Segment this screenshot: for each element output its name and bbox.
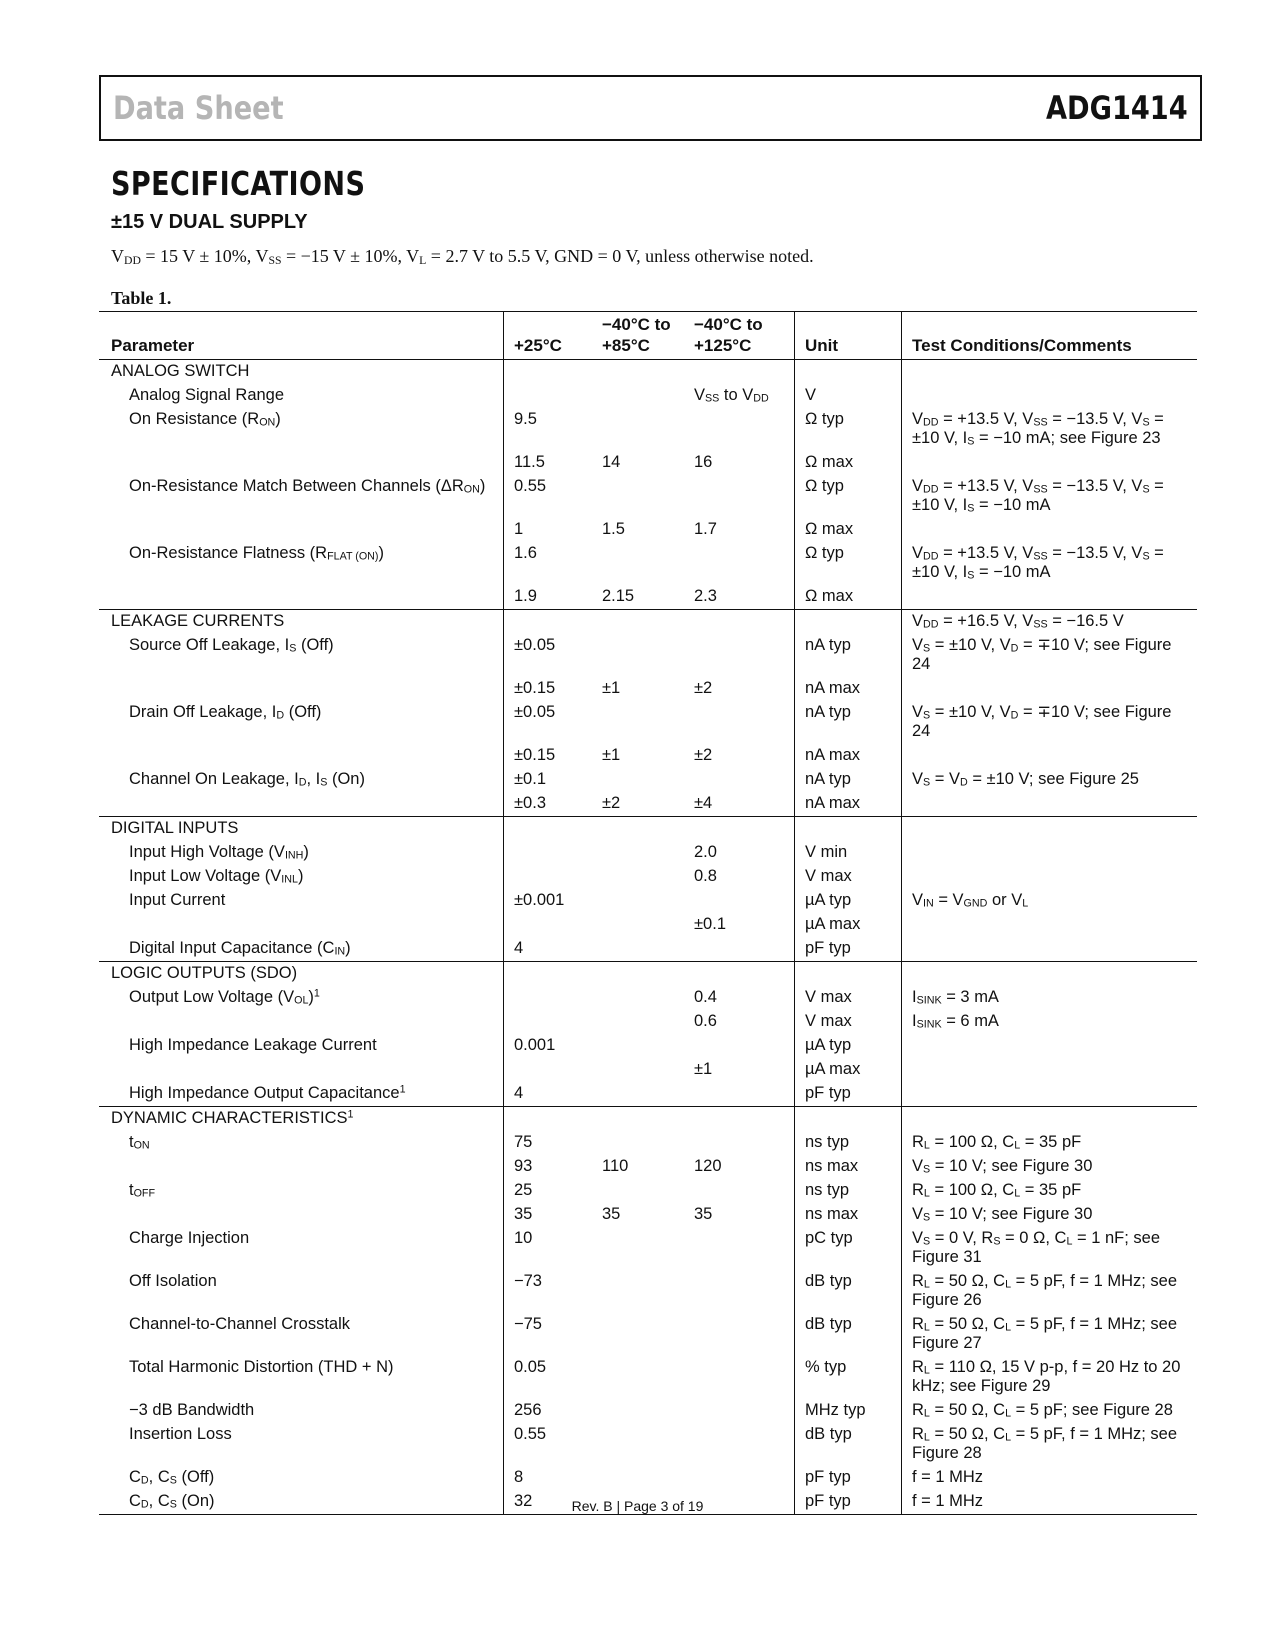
col-header-conditions: Test Conditions/Comments <box>902 312 1198 360</box>
table-row <box>99 518 1197 542</box>
cell-25c: ±0.15 <box>504 677 593 701</box>
cell-conditions <box>902 1082 1198 1107</box>
cell-25c: 93 <box>504 1155 593 1179</box>
cell-parameter: ANALOG SWITCH <box>99 360 504 385</box>
cell-85c <box>592 841 684 865</box>
cell-25c <box>504 986 593 1010</box>
cell-125c: 120 <box>694 1157 722 1175</box>
table-section-row <box>99 360 1197 385</box>
table-row <box>99 1034 1197 1058</box>
cell-conditions <box>902 677 1198 701</box>
cell-25c: 32 <box>504 1490 593 1515</box>
cell-parameter: Output Low Voltage $(V_{OL})^1$ <box>129 987 320 1007</box>
col-header-25c: +25°C <box>504 312 593 360</box>
header-part-number: ADG1414 <box>1046 89 1188 127</box>
cell-conditions: $R_L = 110$ Ω, 15 V p-p, f = 20 Hz to 20 kHz; see Figure 29 <box>902 1356 1198 1399</box>
table-row <box>99 1082 1197 1107</box>
cell-25c <box>504 841 593 865</box>
cell-unit: nA max <box>795 744 902 768</box>
cell-conditions <box>902 962 1198 987</box>
col-header-85c: −40°C to +85°C <box>592 312 684 360</box>
cell-conditions: $I_{SINK} = 3$ mA <box>902 986 1198 1010</box>
cell-85c <box>592 865 684 889</box>
table-row <box>99 1399 1197 1423</box>
cell-125c <box>684 610 795 635</box>
cell-85c <box>592 384 684 408</box>
cell-parameter: Input Low Voltage $(V_{INL})$ <box>129 867 304 886</box>
cell-85c: ±1 <box>602 746 621 764</box>
cell-125c <box>684 1082 795 1107</box>
cell-conditions: $V_S = 10$ V; see Figure 30 <box>902 1155 1198 1179</box>
cell-unit: Ω typ <box>795 408 902 451</box>
cell-85c <box>592 962 684 987</box>
cell-parameter <box>99 518 504 542</box>
cell-85c <box>592 1313 684 1356</box>
section-title: SPECIFICATIONS <box>111 164 366 203</box>
table-row <box>99 986 1197 1010</box>
cell-25c: −75 <box>504 1313 593 1356</box>
cell-parameter: High Impedance Leakage Current <box>129 1036 377 1054</box>
cell-125c <box>684 1179 795 1203</box>
cell-125c <box>684 701 795 744</box>
cell-conditions: $V_S = 10$ V; see Figure 30 <box>902 1203 1198 1227</box>
cell-25c <box>504 1107 593 1132</box>
cell-25c <box>504 817 593 842</box>
table-row <box>99 768 1197 792</box>
cell-parameter: $t_{OFF}$ <box>129 1181 156 1200</box>
cell-85c: 110 <box>602 1157 629 1175</box>
cell-conditions <box>902 1107 1198 1132</box>
cell-unit: pF typ <box>795 1466 902 1490</box>
cell-unit: V <box>795 384 902 408</box>
cell-85c <box>592 1270 684 1313</box>
cell-25c: −73 <box>504 1270 593 1313</box>
cell-parameter: DIGITAL INPUTS <box>99 817 504 842</box>
cell-25c: 256 <box>504 1399 593 1423</box>
table-row <box>99 744 1197 768</box>
cell-25c <box>504 865 593 889</box>
table-section-row <box>99 962 1197 987</box>
page-header <box>99 75 1202 141</box>
cell-85c <box>592 1179 684 1203</box>
cell-unit: µA typ <box>795 1034 902 1058</box>
cell-conditions: $V_S = 0$ V, $R_S = 0$ Ω, $C_L = 1$ nF; see Figure 31 <box>902 1227 1198 1270</box>
cell-conditions: $V_{DD} = +16.5$ V, $V_{SS} = -16.5$ V <box>902 610 1198 635</box>
cell-125c: 0.6 <box>694 1012 717 1030</box>
cell-125c: 1.7 <box>694 520 717 538</box>
cell-85c: 2.15 <box>602 587 635 605</box>
cell-85c <box>592 1423 684 1466</box>
cell-85c: 35 <box>602 1205 621 1223</box>
table-row <box>99 1179 1197 1203</box>
cell-parameter: Off Isolation <box>129 1272 217 1290</box>
cell-25c: 0.001 <box>504 1034 593 1058</box>
cell-parameter: Analog Signal Range <box>129 386 285 404</box>
cell-parameter: On-Resistance Match Between Channels $(\Delta R_{ON})$ <box>129 477 486 496</box>
cell-125c: 16 <box>694 453 713 471</box>
cell-parameter: Input Current <box>129 891 226 909</box>
cell-unit: pC typ <box>795 1227 902 1270</box>
cell-conditions <box>902 865 1198 889</box>
table-row <box>99 1423 1197 1466</box>
table-row <box>99 841 1197 865</box>
cell-85c <box>592 1082 684 1107</box>
cell-unit: V max <box>795 986 902 1010</box>
cell-25c <box>504 913 593 937</box>
table-header-row <box>99 312 1197 360</box>
cell-25c: 10 <box>504 1227 593 1270</box>
cell-85c <box>592 475 684 518</box>
cell-125c: 2.3 <box>694 587 717 605</box>
cell-25c: 35 <box>504 1203 593 1227</box>
cell-25c: ±0.15 <box>504 744 593 768</box>
cell-conditions: $R_L = 100$ Ω, $C_L = 35$ pF <box>902 1179 1198 1203</box>
cell-85c <box>592 408 684 451</box>
cell-125c: 0.4 <box>694 988 717 1006</box>
cell-parameter <box>99 1203 504 1227</box>
cell-conditions: $R_L = 50$ Ω, $C_L = 5$ pF, f = 1 MHz; see Figure 27 <box>902 1313 1198 1356</box>
cell-25c: 4 <box>504 1082 593 1107</box>
cell-unit: dB typ <box>795 1313 902 1356</box>
table-section-row <box>99 610 1197 635</box>
header-doc-type: Data Sheet <box>113 89 284 127</box>
cell-25c: ±0.05 <box>504 701 593 744</box>
cell-85c <box>592 889 684 913</box>
table-row <box>99 913 1197 937</box>
cell-125c: 0.8 <box>694 867 717 885</box>
cell-125c <box>684 634 795 677</box>
cell-parameter: LOGIC OUTPUTS (SDO) <box>99 962 504 987</box>
cell-25c: 25 <box>504 1179 593 1203</box>
cell-25c <box>504 360 593 385</box>
table-row <box>99 451 1197 475</box>
cell-unit: Ω max <box>795 451 902 475</box>
cell-unit: µA max <box>795 913 902 937</box>
cell-25c: 9.5 <box>504 408 593 451</box>
cell-parameter: $C_D$, $C_S$ (Off) <box>129 1468 215 1487</box>
cell-125c <box>684 937 795 962</box>
cell-unit: Ω typ <box>795 475 902 518</box>
cell-conditions: $V_S = V_D = \pm 10$ V; see Figure 25 <box>902 768 1198 792</box>
cell-125c <box>684 542 795 585</box>
cell-25c <box>504 384 593 408</box>
cell-parameter: DYNAMIC CHARACTERISTICS$^1$ <box>99 1107 504 1132</box>
table-row <box>99 865 1197 889</box>
cell-25c: 75 <box>504 1131 593 1155</box>
cell-125c <box>684 1466 795 1490</box>
cell-85c <box>592 986 684 1010</box>
cell-85c <box>592 768 684 792</box>
cell-parameter <box>99 1010 504 1034</box>
cell-25c: 1.6 <box>504 542 593 585</box>
cell-125c <box>684 962 795 987</box>
cell-unit: Ω typ <box>795 542 902 585</box>
cell-conditions <box>902 360 1198 385</box>
cell-125c <box>684 1313 795 1356</box>
cell-parameter <box>99 913 504 937</box>
table-row <box>99 1010 1197 1034</box>
cell-85c <box>592 1399 684 1423</box>
cell-unit <box>795 1107 902 1132</box>
cell-125c: 35 <box>694 1205 713 1223</box>
cell-unit: Ω max <box>795 585 902 610</box>
cell-85c: 1.5 <box>602 520 625 538</box>
cell-25c: 11.5 <box>504 451 593 475</box>
cell-parameter: Source Off Leakage, $I_S$ (Off) <box>129 636 334 655</box>
cell-unit: nA typ <box>795 768 902 792</box>
cell-conditions <box>902 817 1198 842</box>
cell-125c <box>684 475 795 518</box>
cell-125c <box>684 1131 795 1155</box>
cell-conditions <box>902 384 1198 408</box>
cell-85c <box>592 1131 684 1155</box>
supply-conditions: $V_{DD} = 15$ V ± 10%, $V_{SS} = -15$ V ± 10%, $V_L = 2.7$ V to 5.5 V, GND = 0 V, unless otherwise noted. <box>111 246 814 267</box>
cell-125c <box>684 889 795 913</box>
table-row <box>99 1356 1197 1399</box>
cell-unit: V min <box>795 841 902 865</box>
cell-85c <box>592 913 684 937</box>
cell-conditions: $V_{DD} = +13.5$ V, $V_{SS} = -13.5$ V, $V_S = \pm 10$ V, $I_S = -10$ mA <box>902 475 1198 518</box>
cell-25c: 1.9 <box>504 585 593 610</box>
cell-parameter <box>99 585 504 610</box>
cell-unit: V max <box>795 865 902 889</box>
cell-25c: 0.55 <box>504 1423 593 1466</box>
table-row <box>99 542 1197 585</box>
cell-25c: 1 <box>504 518 593 542</box>
table-row <box>99 384 1197 408</box>
cell-85c <box>592 634 684 677</box>
cell-unit: µA typ <box>795 889 902 913</box>
cell-125c <box>684 1034 795 1058</box>
cell-conditions <box>902 451 1198 475</box>
cell-25c: 4 <box>504 937 593 962</box>
cell-25c: ±0.3 <box>504 792 593 817</box>
cell-125c: ±4 <box>694 794 713 812</box>
cell-25c: 0.05 <box>504 1356 593 1399</box>
cell-85c: 14 <box>602 453 621 471</box>
cell-conditions <box>902 792 1198 817</box>
cell-unit: dB typ <box>795 1270 902 1313</box>
cell-unit: V max <box>795 1010 902 1034</box>
cell-unit: dB typ <box>795 1423 902 1466</box>
cell-conditions <box>902 937 1198 962</box>
cell-conditions: $R_L = 50$ Ω, $C_L = 5$ pF, f = 1 MHz; see Figure 28 <box>902 1423 1198 1466</box>
cell-unit: ns max <box>795 1155 902 1179</box>
cell-125c: $V_{SS}$ to $V_{DD}$ <box>694 386 769 405</box>
cell-parameter: Insertion Loss <box>129 1425 232 1443</box>
cell-125c <box>684 360 795 385</box>
cell-85c: ±1 <box>602 679 621 697</box>
cell-85c <box>592 610 684 635</box>
cell-parameter: Channel-to-Channel Crosstalk <box>129 1315 351 1333</box>
cell-85c: ±2 <box>602 794 621 812</box>
cell-parameter: Digital Input Capacitance $(C_{IN})$ <box>129 939 351 958</box>
cell-parameter: $t_{ON}$ <box>129 1133 150 1152</box>
cell-parameter: −3 dB Bandwidth <box>129 1401 255 1419</box>
cell-85c <box>592 1034 684 1058</box>
cell-parameter: $C_D$, $C_S$ (On) <box>99 1490 504 1515</box>
cell-85c <box>592 360 684 385</box>
cell-unit <box>795 610 902 635</box>
table-section-row <box>99 817 1197 842</box>
cell-unit: nA typ <box>795 634 902 677</box>
cell-parameter: High Impedance Output Capacitance$^1$ <box>129 1083 406 1102</box>
table-section-row <box>99 1107 1197 1132</box>
table-row <box>99 475 1197 518</box>
col-header-125c: −40°C to +125°C <box>684 312 795 360</box>
cell-parameter: On-Resistance Flatness $(R_{FLAT (ON)})$ <box>129 544 384 563</box>
cell-85c <box>592 817 684 842</box>
cell-25c: 0.55 <box>504 475 593 518</box>
specifications-table <box>99 311 1197 1515</box>
table-row <box>99 1155 1197 1179</box>
cell-125c <box>684 1227 795 1270</box>
table-row <box>99 1466 1197 1490</box>
cell-unit: pF typ <box>795 1490 902 1515</box>
cell-85c <box>592 1227 684 1270</box>
cell-25c <box>504 1058 593 1082</box>
cell-125c <box>684 1423 795 1466</box>
table-body <box>99 360 1197 1515</box>
cell-unit <box>795 360 902 385</box>
cell-unit: nA max <box>795 677 902 701</box>
cell-conditions: $V_{DD} = +13.5$ V, $V_{SS} = -13.5$ V, $V_S = \pm 10$ V, $I_S = -10$ mA; see Figure 23 <box>902 408 1198 451</box>
cell-conditions <box>902 1034 1198 1058</box>
cell-85c <box>592 1107 684 1132</box>
cell-85c <box>592 1466 684 1490</box>
col-header-parameter: Parameter <box>99 312 504 360</box>
cell-25c <box>504 610 593 635</box>
cell-unit: ns typ <box>795 1179 902 1203</box>
cell-125c <box>684 1399 795 1423</box>
cell-parameter <box>99 792 504 817</box>
cell-conditions: $V_{IN} = V_{GND}$ or $V_L$ <box>902 889 1198 913</box>
cell-parameter: Charge Injection <box>129 1229 250 1247</box>
table-row <box>99 1203 1197 1227</box>
cell-parameter: On Resistance $(R_{ON})$ <box>129 410 281 429</box>
cell-25c <box>504 1010 593 1034</box>
cell-125c: ±2 <box>694 679 713 697</box>
col-header-unit: Unit <box>795 312 902 360</box>
table-row <box>99 889 1197 913</box>
cell-conditions: $R_L = 50$ Ω, $C_L = 5$ pF, f = 1 MHz; see Figure 26 <box>902 1270 1198 1313</box>
cell-85c <box>592 1010 684 1034</box>
cell-conditions <box>902 841 1198 865</box>
cell-conditions: $V_{DD} = +13.5$ V, $V_{SS} = -13.5$ V, $V_S = \pm 10$ V, $I_S = -10$ mA <box>902 542 1198 585</box>
cell-unit: pF typ <box>795 937 902 962</box>
cell-85c <box>592 937 684 962</box>
cell-conditions: $V_S = \pm 10$ V, $V_D = \mp 10$ V; see Figure 24 <box>902 701 1198 744</box>
cell-125c: ±0.1 <box>694 915 726 933</box>
table-row <box>99 634 1197 677</box>
table-caption: Table 1. <box>111 288 172 308</box>
cell-125c <box>684 1270 795 1313</box>
cell-unit: nA max <box>795 792 902 817</box>
table-row <box>99 1227 1197 1270</box>
cell-125c <box>684 768 795 792</box>
cell-parameter: Total Harmonic Distortion (THD + N) <box>129 1358 394 1376</box>
table-row <box>99 701 1197 744</box>
cell-unit: ns max <box>795 1203 902 1227</box>
cell-125c: ±1 <box>694 1060 713 1078</box>
cell-parameter <box>99 1058 504 1082</box>
cell-25c: ±0.001 <box>504 889 593 913</box>
cell-conditions: f = 1 MHz <box>902 1466 1198 1490</box>
cell-parameter: Input High Voltage $(V_{INH})$ <box>129 843 309 862</box>
cell-conditions <box>902 913 1198 937</box>
cell-unit: % typ <box>795 1356 902 1399</box>
cell-25c <box>504 962 593 987</box>
cell-125c <box>684 1356 795 1399</box>
cell-parameter <box>99 1155 504 1179</box>
cell-parameter <box>99 451 504 475</box>
cell-conditions: $R_L = 50$ Ω, $C_L = 5$ pF; see Figure 28 <box>902 1399 1198 1423</box>
cell-conditions <box>902 585 1198 610</box>
cell-unit: µA max <box>795 1058 902 1082</box>
table-row <box>99 408 1197 451</box>
cell-85c <box>592 542 684 585</box>
table-row <box>99 585 1197 610</box>
table-row <box>99 1313 1197 1356</box>
cell-parameter <box>99 744 504 768</box>
subsection-title: ±15 V DUAL SUPPLY <box>111 211 308 233</box>
cell-unit: MHz typ <box>795 1399 902 1423</box>
cell-conditions: $I_{SINK} = 6$ mA <box>902 1010 1198 1034</box>
cell-parameter: LEAKAGE CURRENTS <box>99 610 504 635</box>
cell-25c: ±0.1 <box>504 768 593 792</box>
cell-125c: 2.0 <box>694 843 717 861</box>
cell-conditions: $V_S = \pm 10$ V, $V_D = \mp 10$ V; see Figure 24 <box>902 634 1198 677</box>
cell-parameter: Channel On Leakage, $I_D$, $I_S$ (On) <box>129 770 365 789</box>
cell-unit: ns typ <box>795 1131 902 1155</box>
cell-unit: pF typ <box>795 1082 902 1107</box>
page-footer: Rev. B | Page 3 of 19 <box>571 1498 704 1514</box>
cell-85c <box>592 701 684 744</box>
cell-conditions <box>902 518 1198 542</box>
cell-unit <box>795 817 902 842</box>
cell-conditions: f = 1 MHz <box>902 1490 1198 1515</box>
cell-conditions <box>902 744 1198 768</box>
cell-25c: ±0.05 <box>504 634 593 677</box>
cell-unit: Ω max <box>795 518 902 542</box>
table-row <box>99 937 1197 962</box>
cell-125c <box>684 817 795 842</box>
cell-parameter <box>99 677 504 701</box>
cell-25c: 8 <box>504 1466 593 1490</box>
table-row <box>99 1131 1197 1155</box>
cell-85c <box>592 1058 684 1082</box>
cell-125c <box>684 408 795 451</box>
cell-85c <box>592 1356 684 1399</box>
table-row <box>99 792 1197 817</box>
cell-125c <box>684 1107 795 1132</box>
cell-125c: ±2 <box>694 746 713 764</box>
table-row <box>99 1058 1197 1082</box>
table-row <box>99 1270 1197 1313</box>
cell-unit <box>795 962 902 987</box>
cell-conditions: $R_L = 100$ Ω, $C_L = 35$ pF <box>902 1131 1198 1155</box>
cell-unit: nA typ <box>795 701 902 744</box>
cell-parameter: Drain Off Leakage, $I_D$ (Off) <box>129 703 322 722</box>
table-row <box>99 677 1197 701</box>
cell-conditions <box>902 1058 1198 1082</box>
